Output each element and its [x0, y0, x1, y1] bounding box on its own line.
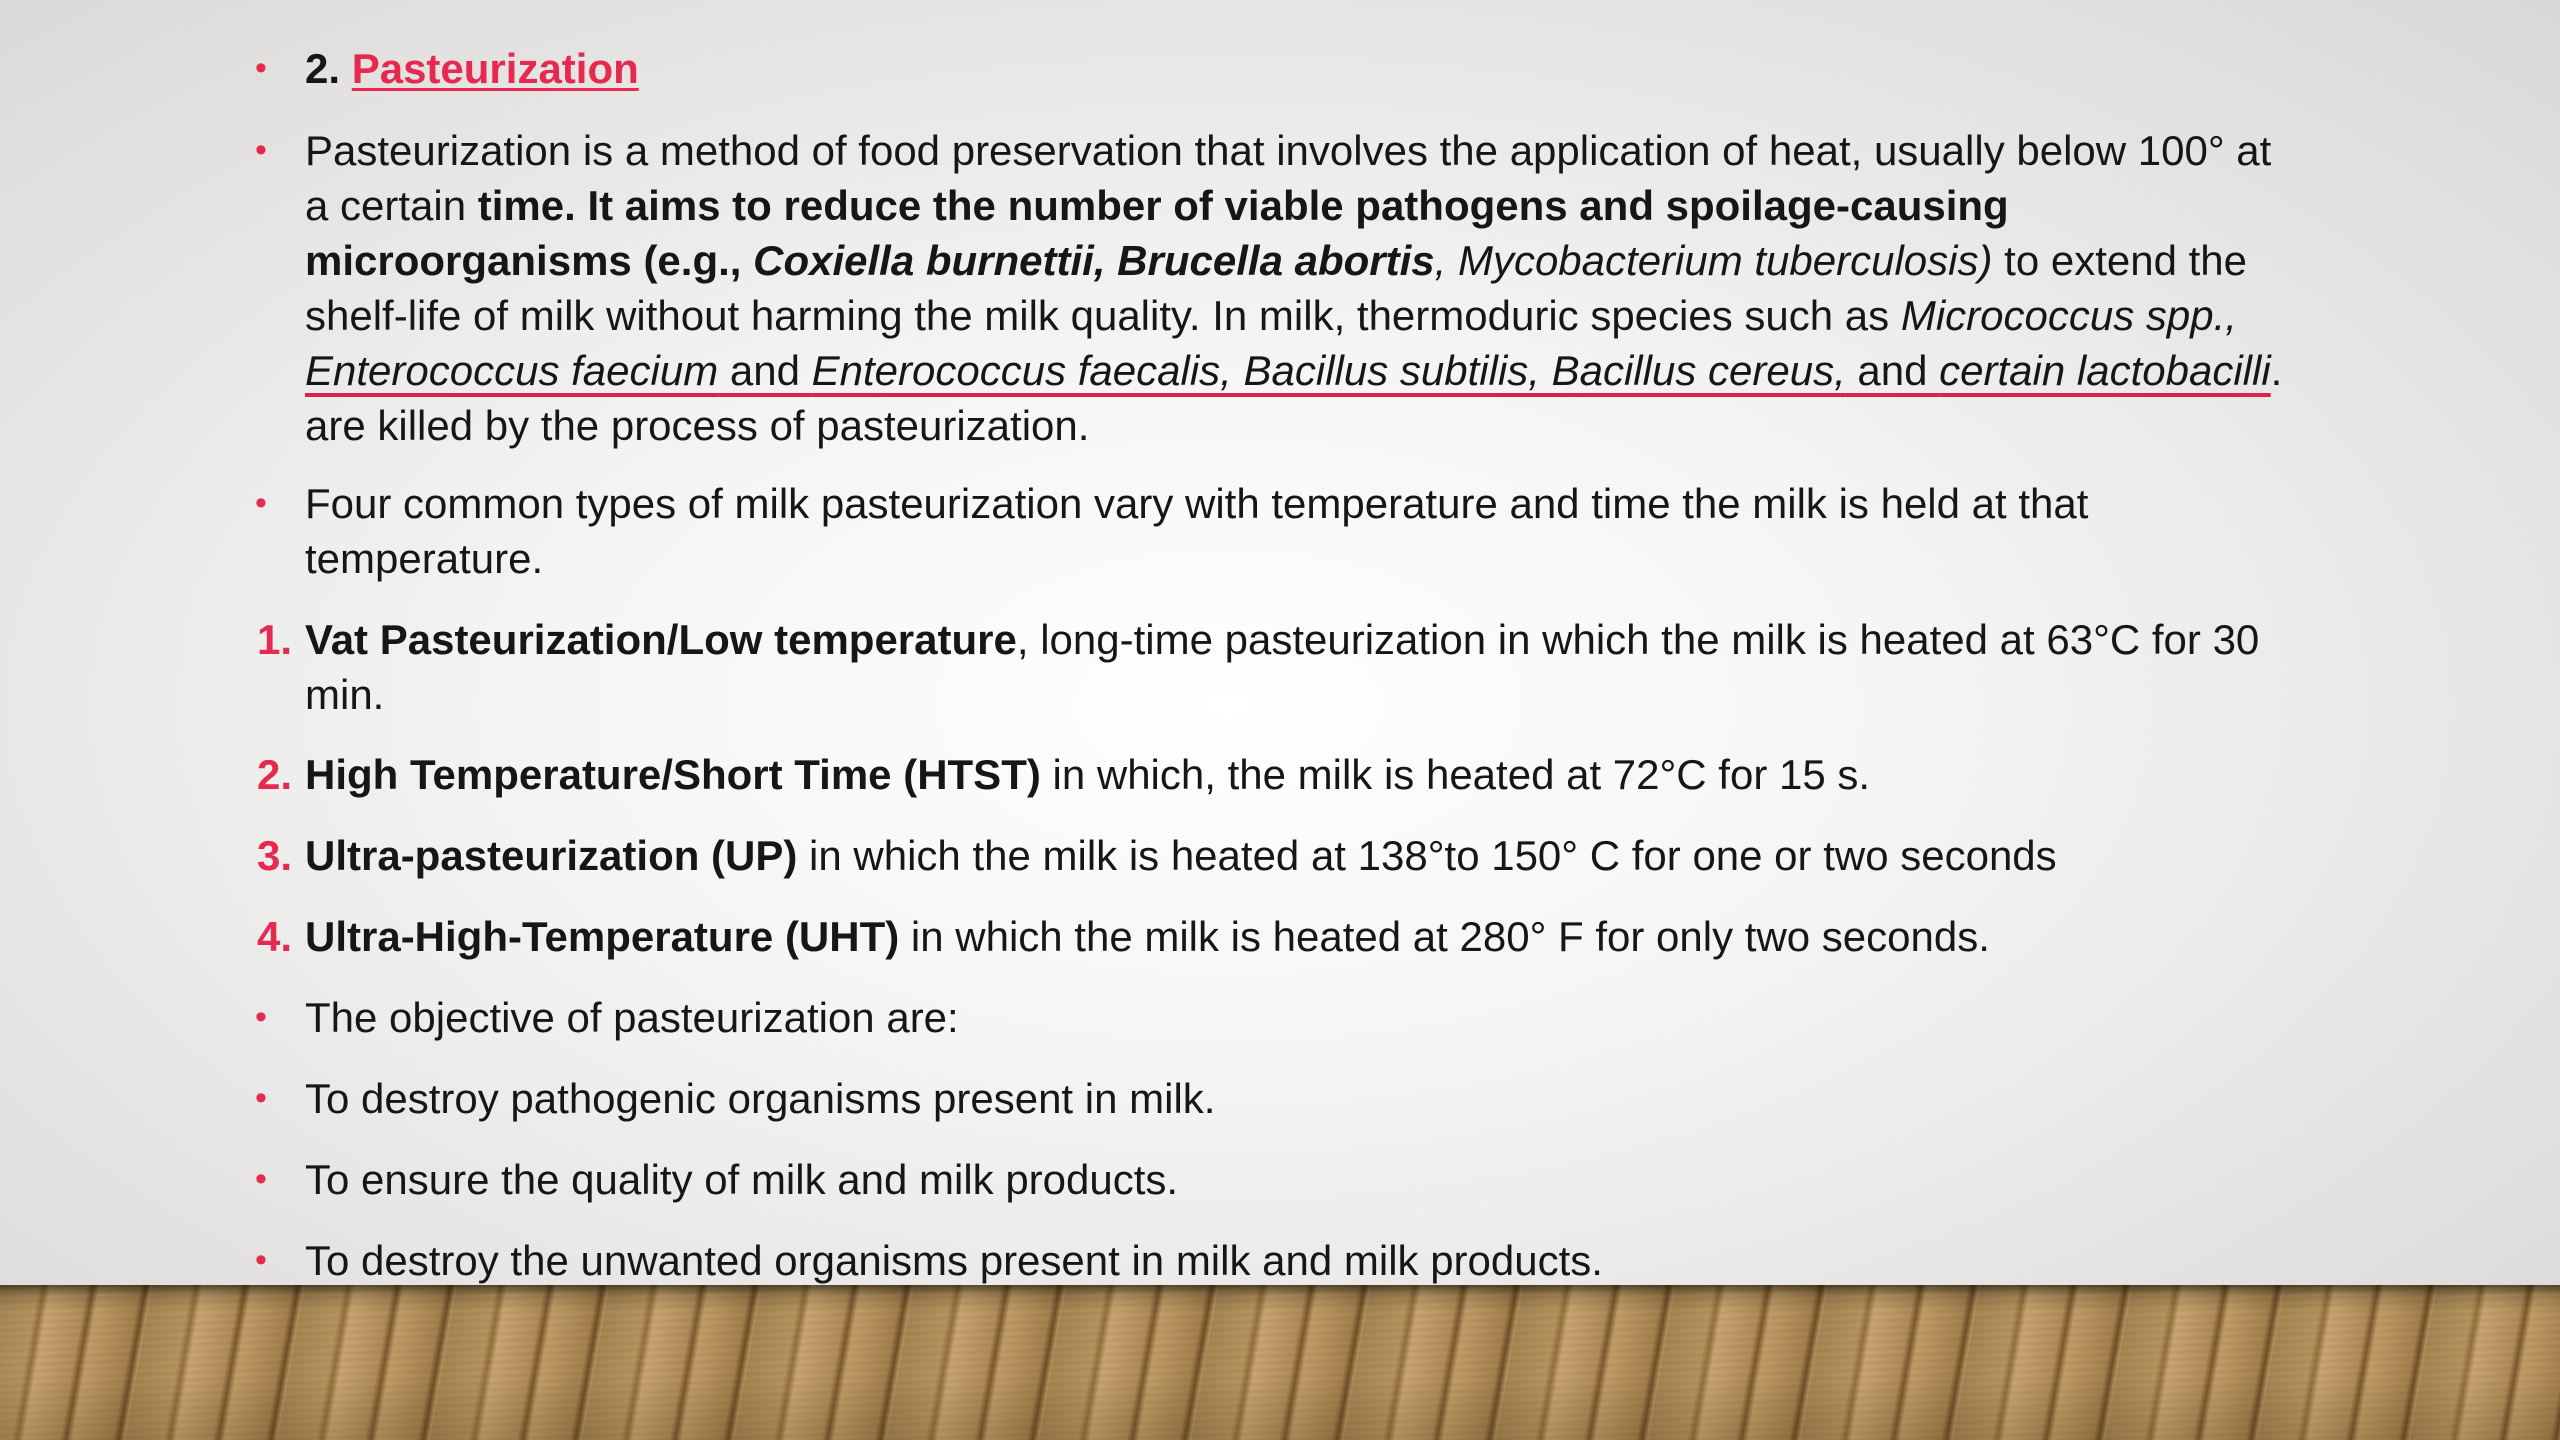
list-number: 2. [257, 751, 293, 798]
heading-title-link[interactable]: Pasteurization [351, 45, 639, 92]
italic-species: Enterococcus faecium [305, 347, 719, 394]
type-name: High Temperature/Short Time (HTST) [305, 751, 1041, 798]
type-line [305, 612, 2455, 667]
text-span: to extend the [1992, 237, 2248, 284]
objective-text: To ensure the quality of milk and milk products. [305, 1156, 1179, 1203]
type-line [305, 909, 2455, 964]
definition-line-1: Pasteurization is a method of food preservation that involves the application of heat, usually below 100° at [305, 127, 2272, 174]
text-span: shelf-life of milk without harming the milk quality. In milk, thermoduric species such as [305, 292, 1901, 339]
list-number: 4. [257, 913, 293, 960]
objective-text: To destroy the unwanted organisms present in milk and milk products. [305, 1237, 1603, 1284]
definition-line-3 [305, 233, 2455, 288]
italic-species: , Mycobacterium tuberculosis) [1434, 237, 1993, 284]
type-name: Ultra-High-Temperature (UHT) [305, 913, 900, 960]
bold-text: microorganisms (e.g., [305, 237, 754, 284]
objective-item [255, 990, 2455, 1045]
type-name: Ultra-pasteurization (UP) [305, 832, 798, 879]
type-name: Vat Pasteurization/Low temperature [305, 616, 1017, 663]
objective-item [255, 1071, 2455, 1126]
objective-item [255, 1152, 2455, 1207]
underlined-species-group [305, 347, 2271, 394]
bold-italic-species: Coxiella burnettii, Brucella abortis [753, 237, 1435, 284]
types-intro-line-1: Four common types of milk pasteurization vary with temperature and time the milk is held at that [305, 480, 2089, 527]
type-item-4 [257, 909, 2455, 964]
bullet-icon: • [255, 484, 267, 522]
type-line: min. [305, 671, 385, 718]
type-description: in which the milk is heated at 138°to 150° C for one or two seconds [797, 832, 2057, 879]
list-number: 3. [257, 832, 293, 879]
text-span: and [718, 347, 812, 394]
type-description: , long-time pasteurization in which the milk is heated at 63°C for 30 [1016, 616, 2260, 663]
type-line [305, 747, 2455, 802]
type-description: in which the milk is heated at 280° F for only two seconds. [899, 913, 1990, 960]
bullet-icon: • [255, 131, 267, 169]
objective-item [255, 1233, 2455, 1288]
italic-species: Micrococcus spp., [1900, 292, 2237, 339]
text-span: and [1845, 347, 1940, 394]
type-item-3 [257, 828, 2455, 883]
types-intro-line-2: temperature. [305, 535, 544, 582]
type-line [305, 828, 2455, 883]
heading-item [255, 41, 2455, 96]
italic-species: certain lactobacilli [1939, 347, 2271, 394]
bullet-icon: • [255, 1160, 267, 1198]
definition-line-4 [305, 288, 2455, 343]
types-intro-paragraph [255, 476, 2455, 586]
definition-line-6: are killed by the process of pasteurization. [305, 402, 1090, 449]
definition-paragraph [255, 123, 2455, 453]
list-number: 1. [257, 616, 293, 663]
bullet-icon: • [255, 49, 267, 87]
objective-text: To destroy pathogenic organisms present in milk. [305, 1075, 1216, 1122]
bullet-icon: • [255, 998, 267, 1036]
definition-line-2 [305, 178, 2455, 233]
bullet-icon: • [255, 1241, 267, 1279]
type-description: in which, the milk is heated at 72°C for 15 s. [1040, 751, 1871, 798]
italic-species: Enterococcus faecalis, Bacillus subtilis, Bacillus cereus, [811, 347, 1846, 394]
wood-floor-decoration [0, 1285, 2560, 1440]
text-span: . [2270, 347, 2283, 394]
type-item-2 [257, 747, 2455, 802]
bold-text: time. It aims to reduce the number of viable pathogens and spoilage-causing [477, 182, 2009, 229]
text-span: a certain [305, 182, 478, 229]
objective-text: The objective of pasteurization are: [305, 994, 959, 1041]
bullet-icon: • [255, 1079, 267, 1117]
definition-line-5 [305, 343, 2455, 398]
type-item-1 [257, 612, 2455, 722]
heading-number: 2. [305, 45, 341, 92]
